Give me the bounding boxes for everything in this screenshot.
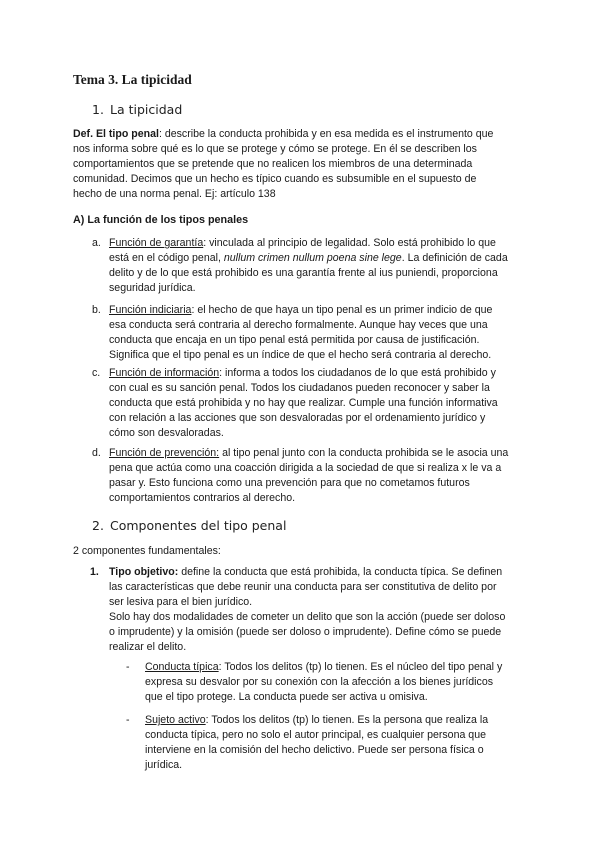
- list-item: [92, 366, 532, 441]
- objective-line: ser lesiva para el bien jurídico.: [109, 596, 253, 608]
- list-marker: a.: [92, 237, 101, 249]
- list-line: con cual es su sanción penal. Todos los ciudadanos pueden reconocer y saber la: [109, 382, 490, 394]
- list-text: : vinculada al principio de legalidad. Solo está prohibido lo que: [203, 237, 496, 249]
- definition-paragraph: [73, 127, 533, 202]
- definition-text: : describe la conducta prohibida y en esa medida es el instrumento que: [158, 128, 494, 140]
- document-title: Tema 3. La tipicidad: [73, 72, 192, 87]
- dash-marker: -: [126, 661, 130, 673]
- dash-item: [126, 660, 531, 705]
- list-term: Función de garantía: [109, 237, 204, 249]
- objective-term: Tipo objetivo:: [109, 566, 179, 578]
- dash-line: interviene en la comisión del hecho delictivo. Puede ser persona física o: [145, 744, 484, 756]
- intro-text: 2 componentes fundamentales:: [73, 545, 221, 557]
- section-heading-1: [92, 102, 182, 117]
- dash-line: jurídica.: [145, 759, 183, 771]
- definition-line: hecho de una norma penal. Ej: artículo 138: [73, 188, 276, 200]
- definition-line: nos informa sobre qué es lo que se protege y cómo se protege. En él se describen los: [73, 143, 477, 155]
- section-heading-2: [92, 518, 286, 533]
- dash-line: expresa su desvalor por su conexión con la afección a los bienes jurídicos: [145, 676, 494, 688]
- dash-marker: -: [126, 714, 130, 726]
- objective-line: realizar el delito.: [109, 641, 187, 653]
- section-number: 1.: [92, 102, 104, 117]
- list-text: : informa a todos los ciudadanos de lo que está prohibido y: [219, 367, 496, 379]
- list-line: con relación a las acciones que son desvaloradas por el ordenamiento jurídico y: [109, 412, 486, 424]
- list-item: [92, 236, 532, 296]
- list-term: Función de prevención:: [109, 447, 220, 459]
- list-marker: c.: [92, 367, 101, 379]
- list-line: comportamientos contrarios al derecho.: [109, 492, 296, 504]
- list-line: pasar y. Esto funciona como una prevención para que no cometamos futuros: [109, 477, 470, 489]
- list-marker: d.: [92, 447, 101, 459]
- section-number: 2.: [92, 518, 104, 533]
- list-marker: b.: [92, 304, 101, 316]
- section-label: La tipicidad: [110, 102, 183, 117]
- objective-line: o imprudente) y la omisión (puede ser doloso o imprudente). Define cómo se puede: [109, 626, 502, 638]
- list-line: Significa que el tipo penal es un índice de que el hecho será contraria al derecho.: [109, 349, 492, 361]
- list-text: está en el código penal,: [109, 252, 224, 264]
- list-item: [92, 446, 532, 506]
- list-line: conducta que está prohibida y no hay que realizar. Cumple una función informativa: [109, 397, 498, 409]
- list-text: . La definición de cada: [401, 252, 508, 264]
- definition-term: Def. El tipo penal: [73, 128, 159, 140]
- list-text: : el hecho de que haya un tipo penal es un primer indicio de que: [191, 304, 493, 316]
- numbered-item: [90, 565, 530, 655]
- dash-line: que el tipo protege. La conducta puede ser activa u omisiva.: [145, 691, 428, 703]
- dash-term: Sujeto activo: [145, 714, 206, 726]
- dash-item: [126, 713, 531, 773]
- objective-text: define la conducta que está prohibida, la conducta típica. Se definen: [178, 566, 503, 578]
- numbered-marker: 1.: [90, 566, 99, 578]
- list-term: Función de información: [109, 367, 220, 379]
- list-line: seguridad jurídica.: [109, 282, 196, 294]
- list-term: Función indiciaria: [109, 304, 192, 316]
- subsection-heading-a: A) La función de los tipos penales: [73, 214, 249, 226]
- list-text: al tipo penal junto con la conducta prohibida se le asocia una: [219, 447, 509, 459]
- list-line: delito y de lo que está prohibido es una garantía frente al ius puniendi, proporciona: [109, 267, 498, 279]
- objective-line: las características que debe reunir una conducta para ser constitutiva de delito por: [109, 581, 497, 593]
- definition-line: comportamientos que se pretende que no realicen los miembros de una determinada: [73, 158, 473, 170]
- dash-line: conducta típica, pero no solo el autor principal, es cualquier persona que: [145, 729, 486, 741]
- dash-text: : Todos los delitos (tp) lo tienen. Es la persona que realiza la: [205, 714, 489, 726]
- latin-phrase: nullum crimen nullum poena sine lege: [223, 252, 402, 264]
- dash-term: Conducta típica: [145, 661, 219, 673]
- list-line: esa conducta será contraria al derecho formalmente. Aunque hay veces que una: [109, 319, 488, 331]
- dash-text: : Todos los delitos (tp) lo tienen. Es el núcleo del tipo penal y: [218, 661, 503, 673]
- objective-line: Solo hay dos modalidades de cometer un delito que son la acción (puede ser doloso: [109, 611, 506, 623]
- list-item: [92, 303, 532, 363]
- list-line: conducta que encaja en un tipo penal está permitida por causa de justificación.: [109, 334, 480, 346]
- definition-line: comunidad. Decimos que un hecho es típico cuando es subsumible en el supuesto de: [73, 173, 477, 185]
- section-label: Componentes del tipo penal: [110, 518, 287, 533]
- list-line: cómo son desvaloradas.: [109, 427, 224, 439]
- list-line: pena que actúa como una coacción dirigida a la sociedad de que si realiza x le va a: [109, 462, 502, 474]
